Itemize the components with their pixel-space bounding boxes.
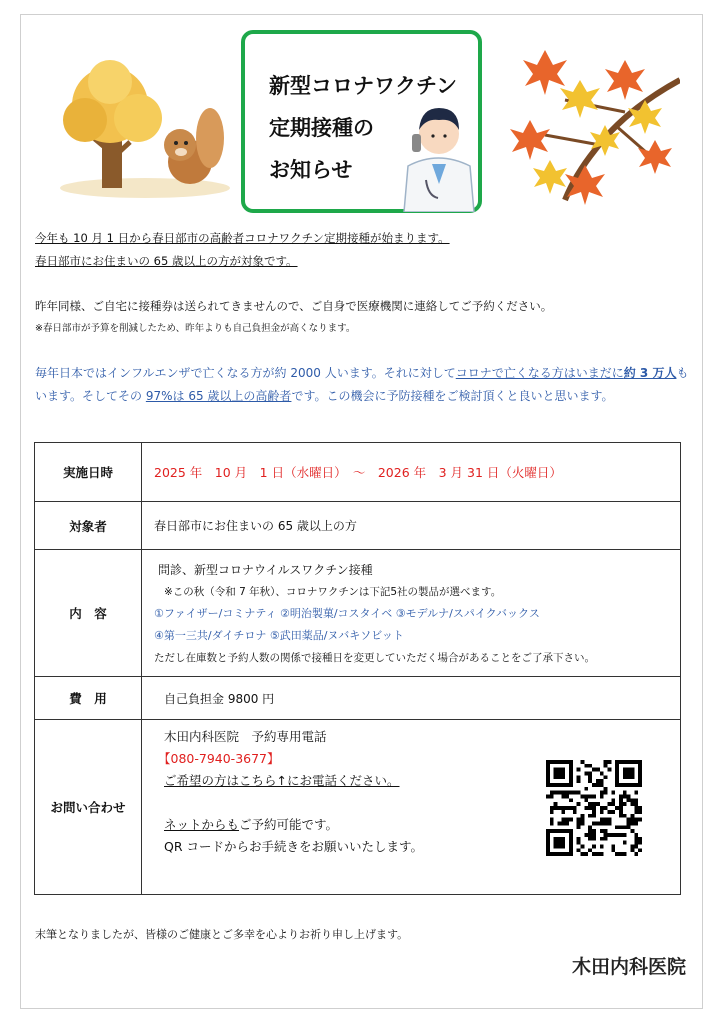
content-line-1: 問診、新型コロナウイルスワクチン接種 xyxy=(158,563,373,577)
contact-line-3: ご希望の方はこちら↑にお電話ください。 xyxy=(164,773,400,788)
statistics-line-1-a: 毎年日本ではインフルエンザで亡くなる方が約 2000 人います。それに対して xyxy=(35,366,456,380)
statistics-line-1-c: 約 3 万人 xyxy=(623,366,677,380)
statistics-line-2-b: 97%は 65 歳以上の高齢者 xyxy=(145,389,292,403)
contact-label: お問い合わせ xyxy=(35,720,142,895)
title-line-1: 新型コロナワクチン xyxy=(269,74,457,98)
intro-line-1: 今年も 10 月 1 日から春日部市の高齢者コロナワクチン定期接種が始まります。 xyxy=(35,231,450,245)
intro-line-2: 春日部市にお住まいの 65 歳以上の方が対象です。 xyxy=(35,254,298,268)
table-row-target xyxy=(35,502,681,550)
maple-leaves-illustration xyxy=(505,40,680,210)
qr-code[interactable] xyxy=(546,760,642,856)
doctor-on-phone-illustration xyxy=(398,88,480,212)
statistics-line-1 xyxy=(35,364,688,381)
budget-note: ※春日部市が予算を削減したため、昨年よりも自己負担金が高くなります。 xyxy=(35,323,356,334)
statistics-line-2 xyxy=(35,387,614,404)
statistics-line-2-a: います。そしてその xyxy=(35,389,146,403)
title-line-3: お知らせ xyxy=(269,158,353,182)
date-label: 実施日時 xyxy=(35,443,142,502)
statistics-line-1-b: コロナで亡くなる方はいまだに xyxy=(455,366,624,380)
table-row-fee xyxy=(35,677,681,720)
intro-line-3: 昨年同様、ご自宅に接種券は送られてきませんので、ご自身で医療機関に連絡してご予約ください。 xyxy=(35,299,553,313)
contact-line-1: 木田内科医院 予約専用電話 xyxy=(164,729,327,744)
statistics-line-2-c: です。この機会に予防接種をご検討頂くと良いと思います。 xyxy=(291,389,614,403)
clinic-signature: 木田内科医院 xyxy=(571,956,686,978)
content-line-5: ただし在庫数と予約人数の関係で接種日を変更していただく場合があることをご了承下さい。 xyxy=(154,652,595,664)
products-line-2: ④第一三共/ダイチロナ ⑤武田薬品/ヌバキソビット xyxy=(154,629,404,642)
title-line-2: 定期接種の xyxy=(269,116,374,140)
fee-value: 自己負担金 9800 円 xyxy=(142,677,681,720)
phone-number[interactable]: 【080-7940-3677】 xyxy=(158,751,280,766)
closing-text: 末筆となりましたが、皆様のご健康とご多幸を心よりお祈り申し上げます。 xyxy=(35,928,409,941)
contact-line-4-b: ご予約可能です。 xyxy=(239,817,339,832)
content-line-2: ※この秋（令和 7 年秋）、コロナワクチンは下記5社の製品が選べます。 xyxy=(164,586,502,598)
content-value xyxy=(142,550,681,677)
statistics-line-1-d: も xyxy=(676,366,689,380)
contact-line-4-a: ネットからも xyxy=(164,817,240,832)
fee-label: 費 用 xyxy=(35,677,142,720)
products-line-1: ①ファイザー/コミナティ ②明治製菓/コスタイベ ③モデルナ/スパイクバックス xyxy=(154,607,540,620)
ginkgo-tree-squirrel-illustration xyxy=(50,60,230,200)
table-row-content xyxy=(35,550,681,677)
target-label: 対象者 xyxy=(35,502,142,550)
date-value: 2025 年 10 月 1 日（水曜日） ～ 2026 年 3 月 31 日（火曜日） xyxy=(142,443,681,502)
content-label: 内 容 xyxy=(35,550,142,677)
contact-line-5: QR コードからお手続きをお願いいたします。 xyxy=(164,839,423,854)
table-row-date xyxy=(35,443,681,502)
target-value: 春日部市にお住まいの 65 歳以上の方 xyxy=(142,502,681,550)
